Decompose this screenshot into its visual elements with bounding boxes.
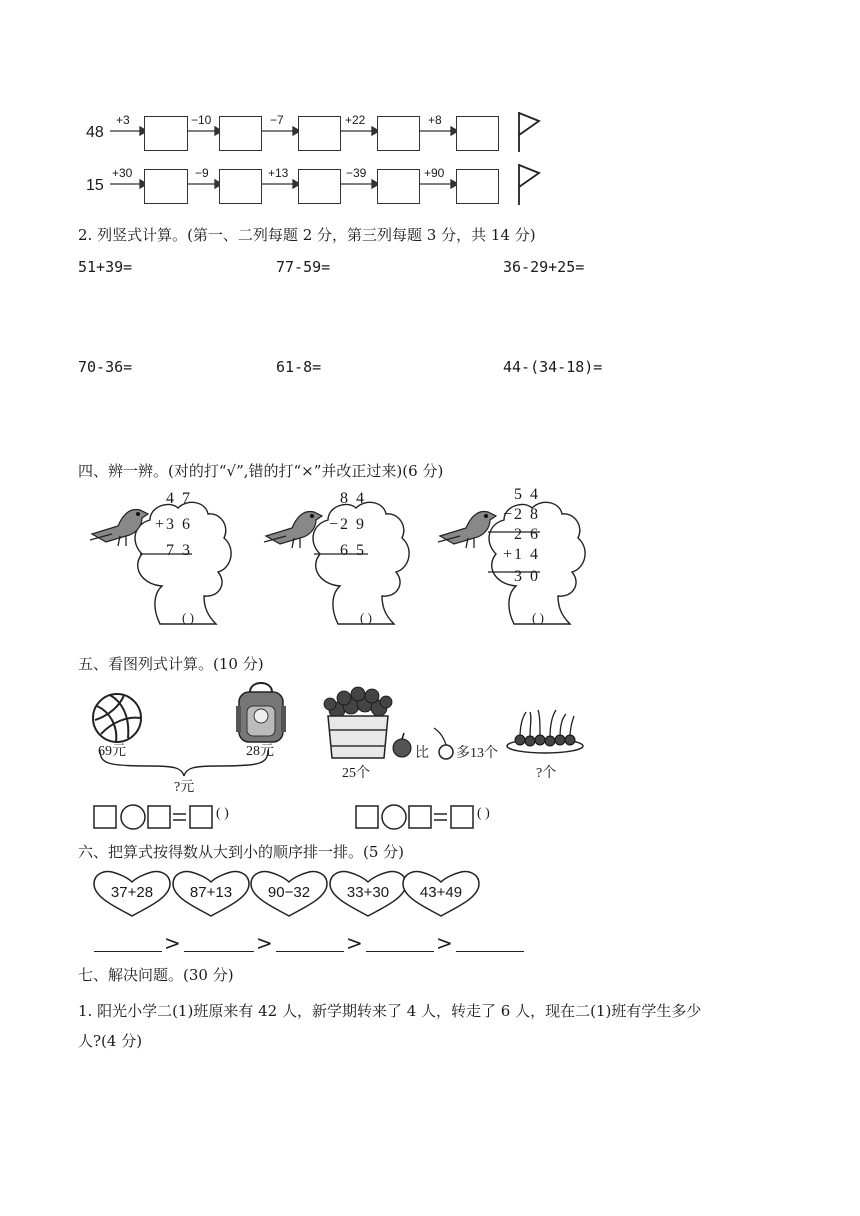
cherry-question: ?个 — [536, 766, 557, 781]
flag-icon — [519, 112, 539, 205]
heart-expr: 37+28 — [110, 884, 154, 901]
op-label: +22 — [345, 113, 366, 127]
answer-box[interactable] — [298, 169, 341, 204]
gt-sign: > — [164, 931, 181, 955]
answer-box[interactable] — [456, 169, 499, 204]
op-label: +3 — [116, 113, 130, 127]
answer-paren[interactable]: ( ) — [532, 610, 544, 625]
answer-box[interactable] — [298, 116, 341, 151]
q7-1-line2: 人?(4 分) — [78, 1032, 143, 1050]
answer-blank[interactable] — [94, 951, 162, 952]
s6-title: 六、把算式按得数从大到小的顺序排一排。(5 分) — [78, 843, 405, 861]
q7-1-line1: 1. 阳光小学二(1)班原来有 42 人，新学期转来了 4 人，转走了 6 人，现在二(1)班有学生多少 — [78, 1002, 702, 1020]
calc-item: 36-29+25= — [503, 258, 585, 276]
vertical-line: 7 3 — [166, 542, 192, 559]
tree-figures — [0, 480, 860, 640]
compare-text: 比 — [415, 746, 429, 761]
equation-templates — [0, 800, 860, 832]
chain-start-2: 15 — [86, 177, 104, 194]
compare-text: 多13个 — [456, 746, 498, 761]
answer-blank[interactable] — [456, 951, 524, 952]
vertical-line: 8 4 — [340, 490, 366, 507]
total-question: ?元 — [174, 780, 195, 795]
op-label: −9 — [195, 166, 209, 180]
unit-paren[interactable]: ( ) — [477, 806, 490, 821]
answer-box[interactable] — [456, 116, 499, 151]
op-label: +8 — [428, 113, 442, 127]
q2-title: 2. 列竖式计算。(第一、二列每题 2 分，第三列每题 3 分，共 14 分) — [78, 226, 536, 244]
cherry-plate-icon — [507, 710, 583, 753]
chain-start-1: 48 — [86, 124, 104, 141]
answer-box[interactable] — [144, 116, 188, 151]
calc-item: 70-36= — [78, 358, 133, 376]
gt-sign: > — [256, 931, 273, 955]
answer-box[interactable] — [144, 169, 188, 204]
answer-blank[interactable] — [276, 951, 344, 952]
apple-icon — [393, 733, 411, 757]
op-label: −39 — [346, 166, 367, 180]
s5-title: 五、看图列式计算。(10 分) — [78, 655, 264, 673]
answer-box[interactable] — [377, 169, 420, 204]
ball-price: 69元 — [98, 744, 126, 759]
vertical-line: 3 0 — [514, 568, 540, 585]
answer-box[interactable] — [219, 169, 262, 204]
answer-box[interactable] — [219, 116, 262, 151]
vertical-line: +3 6 — [154, 516, 192, 533]
gt-sign: > — [436, 931, 453, 955]
vertical-line: −2 9 — [328, 516, 366, 533]
unit-paren[interactable]: ( ) — [216, 806, 229, 821]
bag-price: 28元 — [246, 744, 274, 759]
answer-blank[interactable] — [366, 951, 434, 952]
op-label: +30 — [112, 166, 133, 180]
volleyball-icon — [93, 694, 141, 742]
heart-expr: 33+30 — [346, 884, 390, 901]
answer-box[interactable] — [377, 116, 420, 151]
vertical-line: 2 6 — [514, 526, 540, 543]
op-label: −10 — [191, 113, 212, 127]
answer-blank[interactable] — [184, 951, 254, 952]
heart-expr: 87+13 — [189, 884, 233, 901]
s4-title: 四、辨一辨。(对的打“√”,错的打“×”并改正过来)(6 分) — [78, 462, 444, 480]
s7-title: 七、解决问题。(30 分) — [78, 966, 234, 984]
vertical-line: −2 8 — [502, 506, 540, 523]
backpack-icon — [236, 683, 286, 742]
op-label: +90 — [424, 166, 445, 180]
calc-item: 61-8= — [276, 358, 322, 376]
vertical-line: 6 5 — [340, 542, 366, 559]
vertical-line: 5 4 — [514, 486, 540, 503]
calc-item: 51+39= — [78, 258, 133, 276]
gt-sign: > — [346, 931, 363, 955]
cherry-icon — [434, 728, 453, 759]
picture-problems — [0, 676, 860, 806]
op-label: −7 — [270, 113, 284, 127]
heart-expr: 43+49 — [419, 884, 463, 901]
op-label: +13 — [268, 166, 289, 180]
vertical-line: +1 4 — [502, 546, 540, 563]
apple-count: 25个 — [342, 766, 370, 781]
calc-item: 44-(34-18)= — [503, 358, 603, 376]
calc-item: 77-59= — [276, 258, 331, 276]
answer-paren[interactable]: ( ) — [182, 610, 194, 625]
answer-paren[interactable]: ( ) — [360, 610, 372, 625]
heart-expr: 90−32 — [267, 884, 311, 901]
apple-basket-icon — [324, 687, 392, 758]
vertical-line: 4 7 — [166, 490, 192, 507]
chain-arrows — [0, 0, 860, 220]
